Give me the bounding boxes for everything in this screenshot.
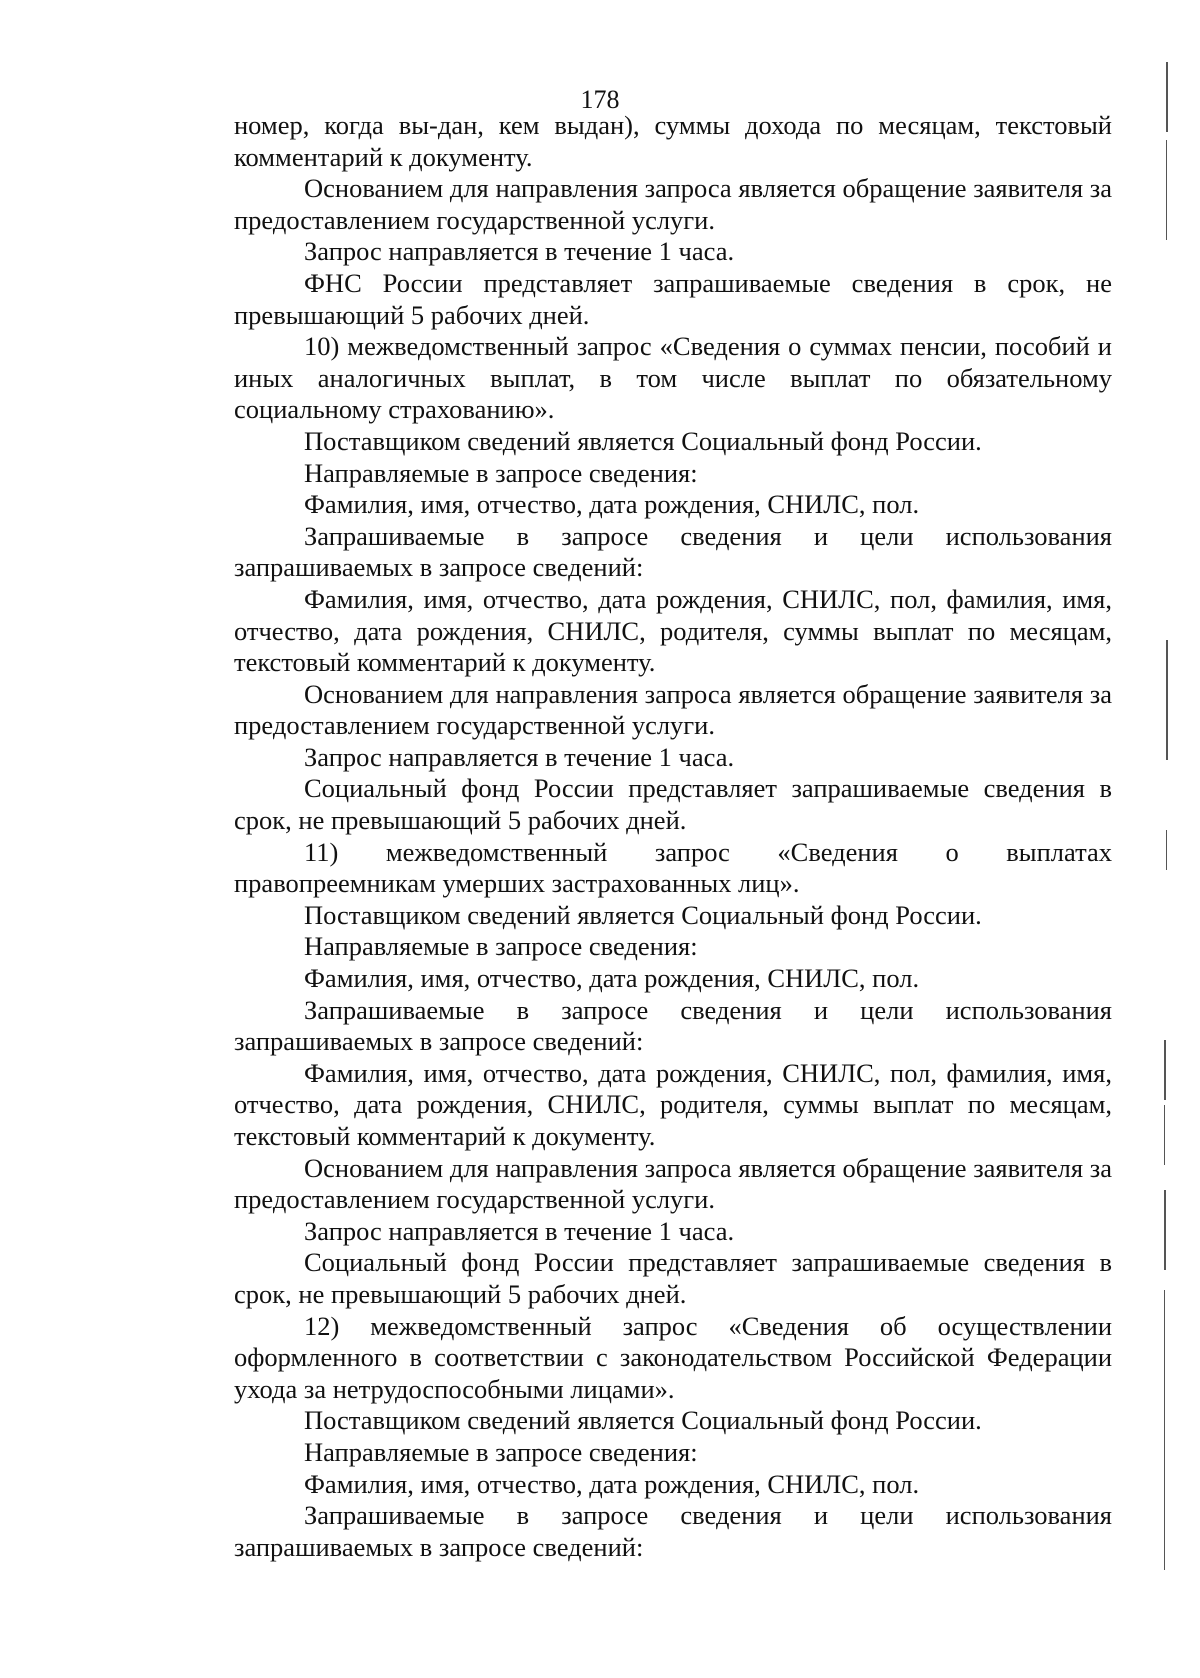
scan-edge-line	[1166, 62, 1168, 132]
paragraph: Запрашиваемые в запросе сведения и цели использования запрашиваемых в запросе сведений:	[234, 1500, 1112, 1562]
page-number: 178	[580, 85, 620, 114]
paragraph: 12) межведомственный запрос «Сведения об осуществлении оформленного в соответствии с законодательством Российской Федерации ухода за нетрудоспособными лицами».	[234, 1310, 1112, 1404]
paragraph: Поставщиком сведений является Социальный фонд России.	[304, 899, 982, 930]
scan-edge-line	[1166, 830, 1167, 870]
paragraph: Фамилия, имя, отчество, дата рождения, СНИЛС, пол.	[304, 1468, 920, 1499]
paragraph: Запрос направляется в течение 1 часа.	[304, 1215, 735, 1246]
scan-edge-line	[1166, 140, 1167, 240]
paragraph: ФНС России представляет запрашиваемые сведения в срок, не превышающий 5 рабочих дней.	[234, 267, 1112, 330]
paragraph: 11) межведомственный запрос «Сведения о выплатах правопреемникам умерших застрахованных лиц».	[234, 836, 1112, 899]
paragraph: Поставщиком сведений является Социальный фонд России.	[304, 1405, 982, 1436]
paragraph: Фамилия, имя, отчество, дата рождения, СНИЛС, пол, фамилия, имя, отчество, дата рождения, СНИЛС, родителя, суммы выплат по месяцам, текстовый комментарий к документу.	[234, 583, 1112, 678]
paragraph: Фамилия, имя, отчество, дата рождения, СНИЛС, пол.	[304, 489, 920, 520]
paragraph: Основанием для направления запроса является обращение заявителя за предоставлением государственной услуги.	[234, 678, 1112, 741]
paragraph: Основанием для направления запроса является обращение заявителя за предоставлением государственной услуги.	[234, 173, 1112, 235]
paragraph: номер, когда вы-дан, кем выдан), суммы дохода по месяцам, текстовый комментарий к документу.	[234, 110, 1112, 172]
paragraph: Социальный фонд России представляет запрашиваемые сведения в срок, не превышающий 5 рабочих дней.	[234, 773, 1112, 836]
paragraph: Запрос направляется в течение 1 часа.	[304, 741, 735, 772]
paragraph: Фамилия, имя, отчество, дата рождения, СНИЛС, пол, фамилия, имя, отчество, дата рождения, СНИЛС, родителя, суммы выплат по месяцам, текстовый комментарий к документу.	[234, 1057, 1112, 1151]
paragraph: Фамилия, имя, отчество, дата рождения, СНИЛС, пол.	[304, 963, 920, 994]
scan-edge-line	[1166, 640, 1168, 760]
paragraph: Направляемые в запросе сведения:	[304, 931, 698, 962]
paragraph: Запрос направляется в течение 1 часа.	[304, 236, 735, 267]
scan-edge-artifact	[1160, 0, 1200, 1678]
paragraph: Социальный фонд России представляет запрашиваемые сведения в срок, не превышающий 5 рабочих дней.	[234, 1247, 1112, 1309]
paragraph: Направляемые в запросе сведения:	[304, 457, 698, 488]
paragraph: Основанием для направления запроса является обращение заявителя за предоставлением государственной услуги.	[234, 1152, 1112, 1215]
paragraph: Поставщиком сведений является Социальный фонд России.	[304, 425, 982, 456]
paragraph: Запрашиваемые в запросе сведения и цели использования запрашиваемых в запросе сведений:	[234, 994, 1112, 1057]
document-body	[234, 110, 1112, 1563]
scan-edge-line	[1164, 1190, 1166, 1270]
scan-edge-line	[1164, 1290, 1165, 1570]
paragraph: Запрашиваемые в запросе сведения и цели использования запрашиваемых в запросе сведений:	[234, 520, 1112, 583]
scan-edge-line	[1164, 1105, 1165, 1165]
paragraph: 10) межведомственный запрос «Сведения о суммах пенсии, пособий и иных аналогичных выплат, в том числе выплат по обязательному социальному страхованию».	[234, 331, 1112, 425]
scan-edge-line	[1164, 1040, 1166, 1100]
paragraph: Направляемые в запросе сведения:	[304, 1436, 698, 1467]
